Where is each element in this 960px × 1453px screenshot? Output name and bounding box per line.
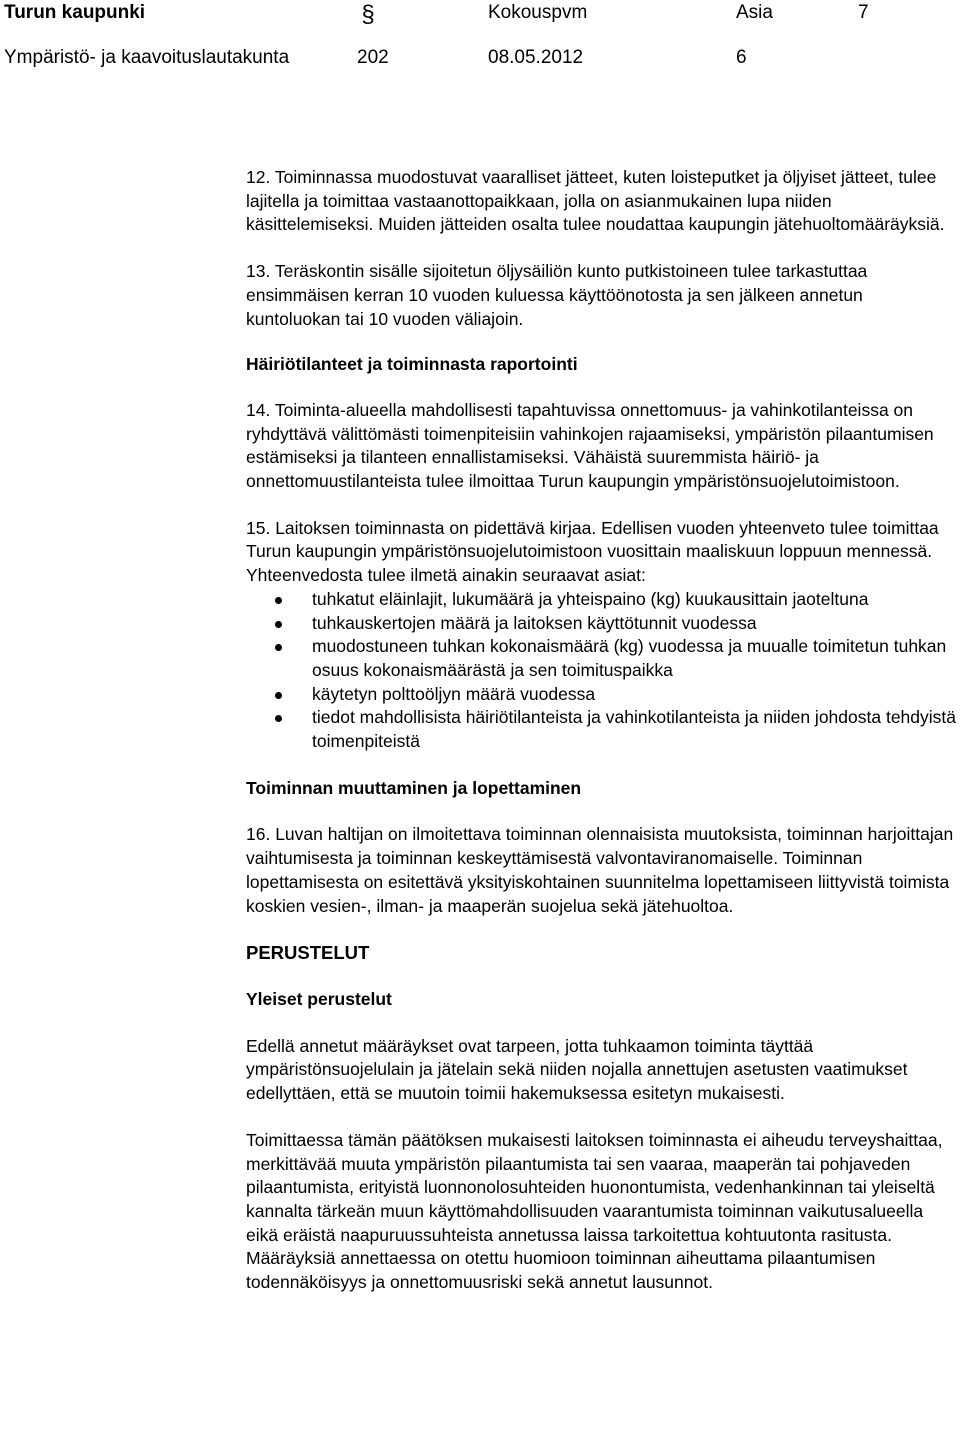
- paragraph-13: 13. Teräskontin sisälle sijoitetun öljysäiliön kunto putkistoineen tulee tarkastuttaa ensimmäisen kerran 10 vuoden kuluessa käyttöönotosta ja sen jälkeen annetun kuntoluokan tai 10 vuoden väliajoin.: [246, 261, 868, 329]
- list-item: käytetyn polttoöljyn määrä vuodessa: [246, 683, 956, 707]
- heading-general-reasons: Yleiset perustelut: [246, 988, 392, 1009]
- paragraph-16: 16. Luvan haltijan on ilmoitettava toiminnan olennaisista muutoksista, toiminnan harjoittajan vaihtumisesta ja toiminnan keskeyttämisestä valvontaviranomaiselle. Toiminnan lopettamisesta on esitettävä yksityiskohtainen suunnitelma lopettamiseen liittyvistä toimista koskien vesien-, ilman- ja maaperän suojelua sekä jätehuoltoa.: [246, 824, 954, 916]
- svg-text:§: §: [361, 1, 375, 28]
- paragraph-14: 14. Toiminta-alueella mahdollisesti tapahtuvissa onnettomuus- ja vahinkotilanteissa on ryhdyttävä välittömästi toimenpiteisiin vahinkojen rajaamiseksi, ympäristön pilaantumisen estämiseksi ja tilanteen ennallistamiseksi. Vähäistä suuremmista häiriö- ja onnettomuustilanteista tulee ilmoittaa Turun kaupungin ympäristönsuojelutoimistoon.: [246, 399, 934, 492]
- page-number: 6: [736, 47, 747, 68]
- bullet-icon: [275, 692, 282, 699]
- meeting-date-label: Kokouspvm: [488, 2, 588, 23]
- paragraph-12: 12. Toiminnassa muodostuvat vaaralliset jätteet, kuten loisteputket ja öljyiset jätteet, tulee lajitella ja toimittaa vastaanottopaikkaan, jolla on asianmukainen lupa niiden käsittelemiseksi. Muiden jätteiden osalta tulee noudattaa kaupungin jätehuoltomääräyksiä.: [246, 167, 945, 235]
- list-item: tuhkauskertojen määrä ja laitoksen käyttötunnit vuodessa: [246, 612, 956, 636]
- paragraph-15: 15. Laitoksen toiminnasta on pidettävä kirjaa. Edellisen vuoden yhteenveto tulee toimittaa Turun kaupungin ympäristönsuojelutoimistoon vuosittain maaliskuun loppuun mennessä. Yhteenvedosta tulee ilmetä ainakin seuraavat asiat:: [246, 517, 939, 586]
- paragraph-general-1: Edellä annetut määräykset ovat tarpeen, jotta tuhkaamon toiminta täyttää ympäristönsuojelulain ja jätelain sekä niiden nojalla annettujen asetusten vaatimukset edellyttäen, että se muutoin toimii hakemuksessa esitetyn mukaisesti.: [246, 1035, 908, 1104]
- bullet-icon: [275, 597, 282, 604]
- heading-incidents: Häiriötilanteet ja toiminnasta raportointi: [246, 354, 578, 375]
- heading-perustelut: PERUSTELUT: [246, 942, 370, 964]
- section-sign-icon: [356, 0, 380, 28]
- document-body: [246, 166, 956, 1295]
- list-item: tuhkatut eläinlajit, lukumäärä ja yhteispaino (kg) kuukausittain jaoteltuna: [246, 588, 956, 612]
- bullet-icon: [275, 644, 282, 651]
- item-label: Asia: [736, 2, 773, 23]
- paragraph-general-2: Toimittaessa tämän päätöksen mukaisesti laitoksen toiminnasta ei aiheudu terveyshaittaa, merkittävää muuta ympäristön pilaantumista tai sen vaaraa, maaperän tai pohjaveden pilaantumista, erityistä luonnonolosuhteiden huonontumista, vedenhankinnan tai yleiseltä kannalta tärkeän muun käyttömahdollisuuden vaarantumista toiminnan vaikutusalueella eikä eräistä naapuruussuhteista annetussa laissa tarkoitettua kohtuutonta rasitusta. Määräyksiä annettaessa on otettu huomioon toiminnan aiheuttama pilaantumisen todennäköisyys ja onnettomuusriski sekä annetut lausunnot.: [246, 1129, 943, 1293]
- committee-name: Ympäristö- ja kaavoituslautakunta: [4, 47, 290, 68]
- report-items-list: [246, 588, 956, 754]
- bullet-icon: [275, 621, 282, 628]
- meeting-date: 08.05.2012: [488, 47, 584, 68]
- org-name: Turun kaupunki: [4, 2, 146, 23]
- heading-change: Toiminnan muuttaminen ja lopettaminen: [246, 777, 582, 798]
- bullet-icon: [275, 715, 282, 722]
- list-item: tiedot mahdollisista häiriötilanteista ja vahinkotilanteista ja niiden johdosta tehdyistä toimenpiteistä: [246, 706, 956, 753]
- list-item: muodostuneen tuhkan kokonaismäärä (kg) vuodessa ja muualle toimitetun tuhkan osuus kokonaismäärästä ja sen toimituspaikka: [246, 635, 956, 682]
- item-number: 7: [858, 2, 869, 23]
- section-number: 202: [357, 47, 389, 68]
